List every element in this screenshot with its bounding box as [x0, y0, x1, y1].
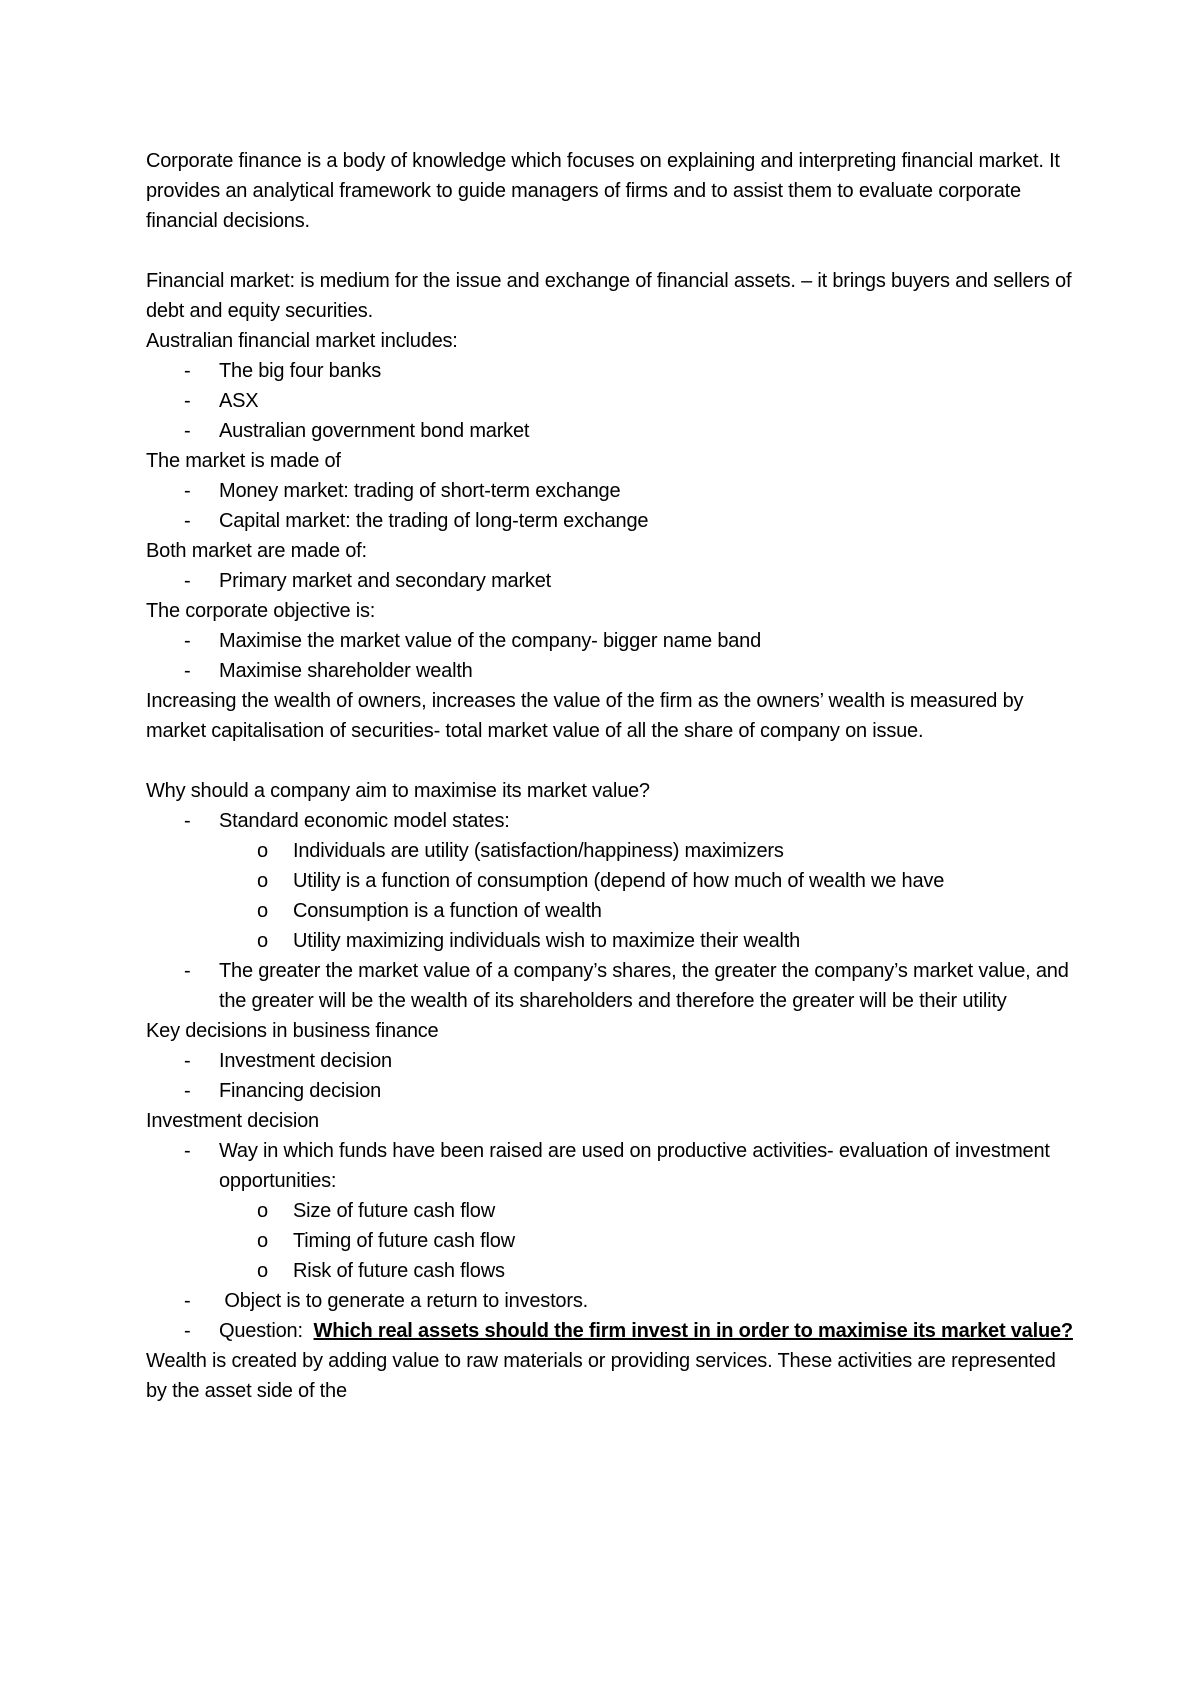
list-item [146, 1316, 1076, 1346]
dash-bullet: - [184, 960, 191, 982]
list-item [146, 956, 1076, 1016]
list-item [146, 806, 1076, 836]
circle-bullet: o [257, 870, 268, 892]
list-item-text: Standard economic model states: [219, 810, 510, 832]
dash-bullet: - [184, 1140, 191, 1162]
financial-market-definition: Financial market: is medium for the issue and exchange of financial assets. – it brings buyers and sellers of debt and equity securities. [146, 270, 1072, 322]
sub-list-item-text: Consumption is a function of wealth [293, 900, 602, 922]
sub-list-item [146, 1256, 1076, 1286]
dash-bullet: - [184, 1320, 191, 1342]
sub-list-item [146, 896, 1076, 926]
list-item [146, 1046, 1076, 1076]
circle-bullet: o [257, 840, 268, 862]
australian-market-heading: Australian financial market includes: [146, 330, 458, 352]
market-made-of-heading: The market is made of [146, 450, 341, 472]
circle-bullet: o [257, 930, 268, 952]
list-item-text: Primary market and secondary market [219, 570, 552, 592]
sub-list-item [146, 836, 1076, 866]
list-item-text: Money market: trading of short-term exchange [219, 480, 621, 502]
circle-bullet: o [257, 900, 268, 922]
document-body [146, 146, 1076, 1406]
dash-bullet: - [184, 1080, 191, 1102]
list-item [146, 1286, 1076, 1316]
investment-decision-heading: Investment decision [146, 1110, 319, 1132]
sub-list-item [146, 1196, 1076, 1226]
question-label: Question: [219, 1320, 314, 1342]
list-item [146, 386, 1076, 416]
list-item-text: Investment decision [219, 1050, 392, 1072]
list-item-text: Financing decision [219, 1080, 382, 1102]
sub-list-item-text: Risk of future cash flows [293, 1260, 505, 1282]
circle-bullet: o [257, 1230, 268, 1252]
wealth-paragraph: Increasing the wealth of owners, increases the value of the firm as the owners’ wealth is measured by market capitalisation of securities- total market value of all the share of company on issue. [146, 690, 1024, 742]
list-item [146, 566, 1076, 596]
dash-bullet: - [184, 660, 191, 682]
dash-bullet: - [184, 390, 191, 412]
both-market-heading: Both market are made of: [146, 540, 367, 562]
list-item-text: The big four banks [219, 360, 382, 382]
list-item-text: Maximise shareholder wealth [219, 660, 473, 682]
list-item-text: The greater the market value of a company’s shares, the greater the company’s market value, and the greater will be the wealth of its shareholders and therefore the greater will be their utility [219, 960, 1069, 1012]
list-item [146, 1076, 1076, 1106]
question-emphasis: Which real assets should the firm invest in in order to maximise its market value? [313, 1320, 1073, 1342]
list-item-text: Australian government bond market [219, 420, 530, 442]
closing-paragraph: Wealth is created by adding value to raw materials or providing services. These activities are represented by the asset side of the [146, 1350, 1056, 1402]
sub-list-item-text: Size of future cash flow [293, 1200, 495, 1222]
dash-bullet: - [184, 420, 191, 442]
list-item-text: Object is to generate a return to investors. [219, 1290, 588, 1312]
list-item [146, 656, 1076, 686]
sub-list-item [146, 926, 1076, 956]
list-item-text: Capital market: the trading of long-term exchange [219, 510, 649, 532]
corporate-objective-heading: The corporate objective is: [146, 600, 376, 622]
key-decisions-heading: Key decisions in business finance [146, 1020, 439, 1042]
dash-bullet: - [184, 1290, 191, 1312]
intro-paragraph: Corporate finance is a body of knowledge which focuses on explaining and interpreting financial market. It provides an analytical framework to guide managers of firms and to assist them to evaluate corporate financial decisions. [146, 150, 1060, 232]
list-item [146, 626, 1076, 656]
list-item-text: ASX [219, 390, 259, 412]
sub-list-item [146, 1226, 1076, 1256]
dash-bullet: - [184, 630, 191, 652]
why-heading: Why should a company aim to maximise its market value? [146, 780, 650, 802]
dash-bullet: - [184, 360, 191, 382]
blank-line [146, 236, 1076, 266]
list-item [146, 506, 1076, 536]
dash-bullet: - [184, 570, 191, 592]
list-item-text: Way in which funds have been raised are used on productive activities- evaluation of investment opportunities: [219, 1140, 1050, 1192]
dash-bullet: - [184, 1050, 191, 1072]
sub-list-item-text: Timing of future cash flow [293, 1230, 515, 1252]
circle-bullet: o [257, 1260, 268, 1282]
dash-bullet: - [184, 480, 191, 502]
sub-list-item-text: Individuals are utility (satisfaction/happiness) maximizers [293, 840, 784, 862]
list-item [146, 476, 1076, 506]
list-item [146, 416, 1076, 446]
list-item-text: Maximise the market value of the company- bigger name band [219, 630, 762, 652]
dash-bullet: - [184, 810, 191, 832]
sub-list-item-text: Utility maximizing individuals wish to maximize their wealth [293, 930, 801, 952]
blank-line [146, 746, 1076, 776]
dash-bullet: - [184, 510, 191, 532]
list-item [146, 1136, 1076, 1196]
sub-list-item-text: Utility is a function of consumption (depend of how much of wealth we have [293, 870, 945, 892]
list-item [146, 356, 1076, 386]
sub-list-item [146, 866, 1076, 896]
circle-bullet: o [257, 1200, 268, 1222]
